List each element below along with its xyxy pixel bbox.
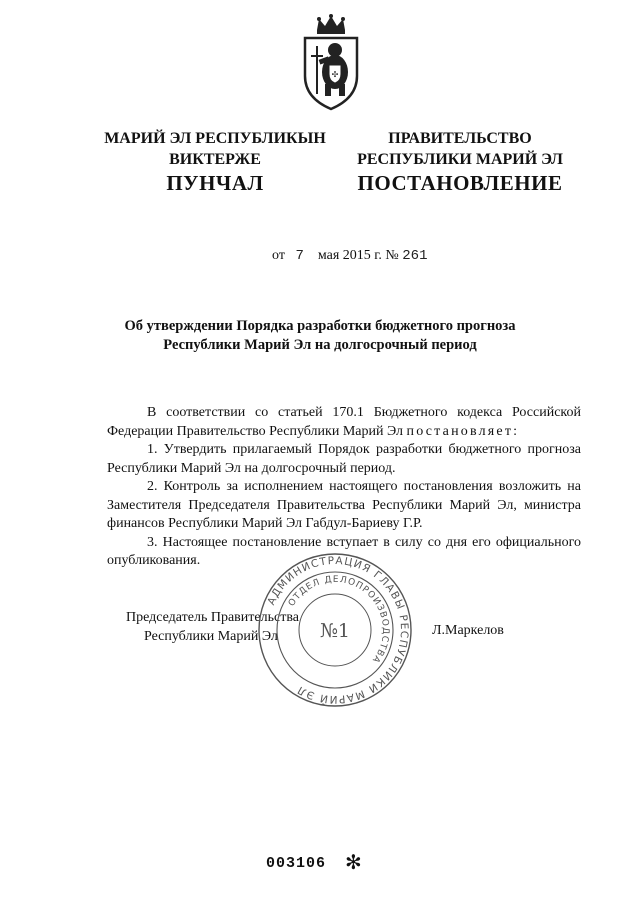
signatory-name: Л.Маркелов <box>432 623 504 638</box>
svg-text:✣: ✣ <box>331 70 339 79</box>
title-line1: Об утверждении Порядка разработки бюджетного прогноза <box>124 318 516 334</box>
title-line2: Республики Марий Эл на долгосрочный период <box>163 337 477 353</box>
official-stamp <box>256 551 414 709</box>
paragraph-item-1: 1. Утвердить прилагаемый Порядок разработки бюджетного прогноза Республики Марий Эл на долгосрочный период. <box>107 442 581 476</box>
coat-of-arms-emblem <box>299 14 363 112</box>
preamble-decree-word: постановляет: <box>406 423 520 439</box>
doctype-left: ПУНЧАЛ <box>166 171 264 195</box>
header-left-line1: МАРИЙ ЭЛ РЕСПУБЛИКЫН <box>104 130 326 147</box>
document-number: 261 <box>402 248 428 264</box>
header-right-block <box>335 128 585 170</box>
document-title <box>100 317 540 355</box>
preamble-text: В соответствии со статьей 170.1 Бюджетного кодекса Российской Федерации Правительство Республики Марий Эл <box>107 405 581 439</box>
header-left-block <box>90 128 340 170</box>
paragraph-item-2: 2. Контроль за исполнением настоящего постановления возложить на Заместителя Председателя Правительства Республики Марий Эл, министра финансов Республики Марий Эл Габдул-Бариеву Г.Р. <box>107 479 581 531</box>
signatory-position-line2: Республики Марий Эл <box>144 629 278 644</box>
stamp-center-number: №1 <box>319 620 351 642</box>
form-serial-number: 003106 <box>266 855 327 872</box>
header-right-line2: РЕСПУБЛИКИ МАРИЙ ЭЛ <box>357 151 563 168</box>
header-right-line1: ПРАВИТЕЛЬСТВО <box>388 130 532 147</box>
date-prefix: от <box>272 248 285 263</box>
doctype-right: ПОСТАНОВЛЕНИЕ <box>357 171 563 195</box>
stamp-outer-text: АДМИНИСТРАЦИЯ ГЛАВЫ РЕСПУБЛИКИ МАРИЙ ЭЛ <box>265 554 411 706</box>
date-month-year: мая 2015 г. № <box>317 248 399 263</box>
stamp-inner-text: ОТДЕЛ ДЕЛОПРОИЗВОДСТВА <box>286 574 391 665</box>
date-line <box>272 248 428 264</box>
signatory-position-line1: Председатель Правительства <box>126 610 299 625</box>
document-body <box>107 404 581 571</box>
paragraph-preamble <box>107 404 581 441</box>
header-left-line2: ВИКТЕРЖЕ <box>169 151 261 168</box>
paragraph-item-3: 3. Настоящее постановление вступает в силу со дня его официального опубликования. <box>107 534 581 568</box>
asterisk-mark-icon: ✻ <box>345 852 362 874</box>
date-day: 7 <box>295 248 304 264</box>
